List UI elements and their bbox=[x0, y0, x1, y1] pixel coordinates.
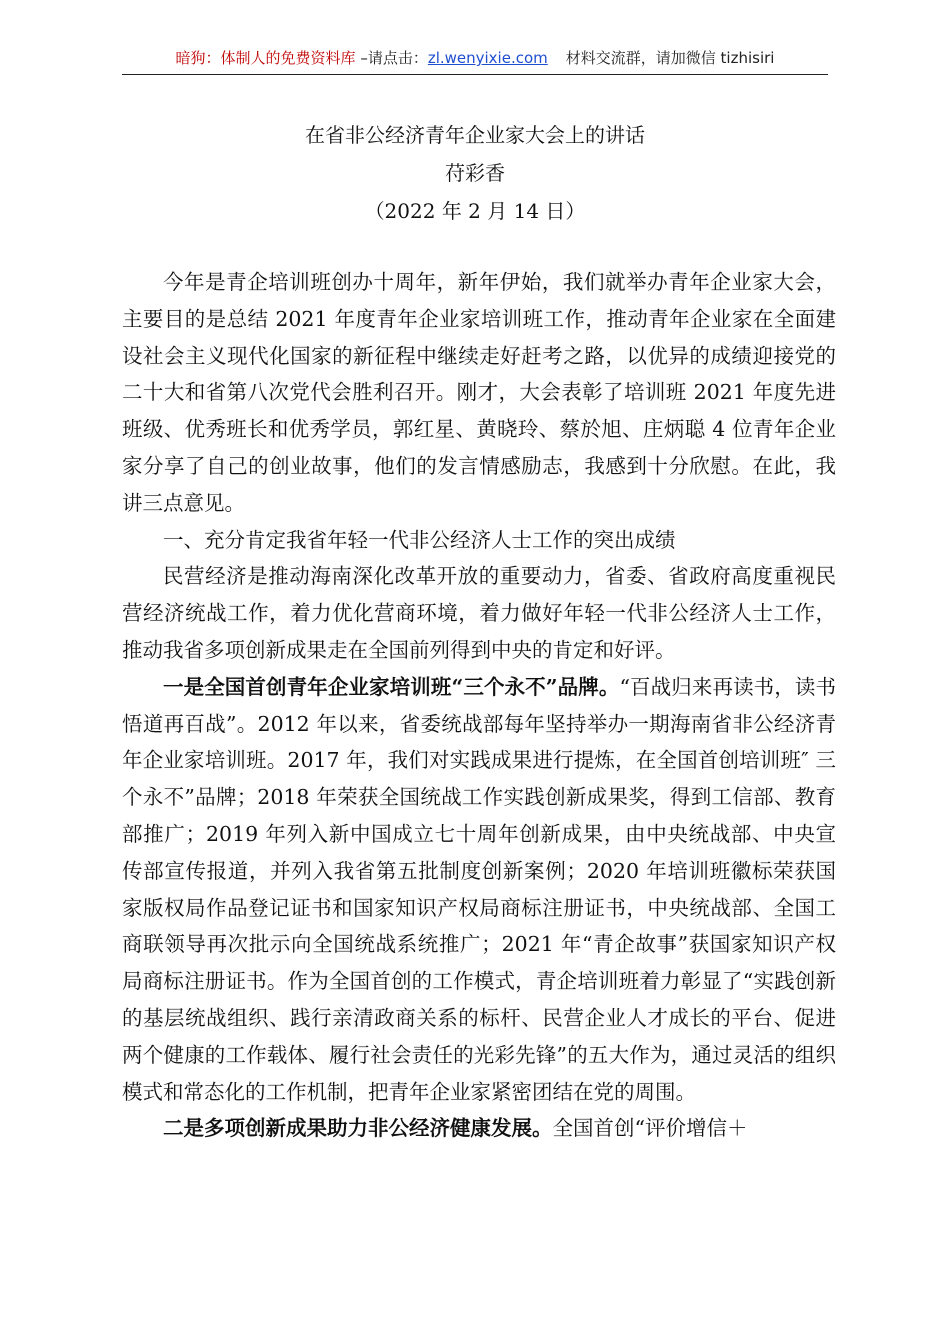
paragraph-lead: 一是全国首创青年企业家培训班“三个永不”品牌。 bbox=[163, 674, 620, 699]
document-body bbox=[122, 264, 836, 1147]
document-date: （2022 年 2 月 14 日） bbox=[364, 199, 586, 223]
paragraph-text: 一、充分肯定我省年轻一代非公经济人士工作的突出成绩 bbox=[163, 527, 676, 552]
paragraph-point-2 bbox=[122, 1110, 836, 1147]
document-title: 在省非公经济青年企业家大会上的讲话 bbox=[305, 123, 645, 147]
header-click-label: –请点击： bbox=[355, 49, 428, 67]
title-block bbox=[122, 116, 828, 230]
section-heading-1 bbox=[122, 522, 836, 559]
header-link[interactable]: zl.wenyixie.com bbox=[427, 49, 548, 67]
header-wechat-group: 材料交流群，请加微信 tizhisiri bbox=[565, 49, 775, 67]
paragraph-lead: 二是多项创新成果助力非公经济健康发展。 bbox=[163, 1116, 553, 1141]
paragraph-section-1 bbox=[122, 558, 836, 668]
header-site-name: 暗狗：体制人的免费资料库 bbox=[175, 49, 356, 67]
page-header bbox=[122, 44, 828, 75]
paragraph-text: 今年是青企培训班创办十周年，新年伊始，我们就举办青年企业家大会，主要目的是总结 2021 年度青年企业家培训班工作，推动青年企业家在全面建设社会主义现代化国家的新征程中继续走好赶考之路，以优异的成绩迎接党的二十大和省第八次党代会胜利召开。刚才，大会表彰了培训班 2021 年度先进班级、优秀班长和优秀学员，郭红星、黄晓玲、蔡於旭、庄炳聪 4 位青年企业家分享了自己的创业故事，他们的发言情感励志，我感到十分欣慰。在此，我讲三点意见。 bbox=[122, 270, 836, 515]
document-author: 苻彩香 bbox=[445, 161, 505, 185]
paragraph-text: “百战归来再读书，读书悟道再百战”。2012 年以来，省委统战部每年坚持举办一期海南省非公经济青年企业家培训班。2017 年，我们对实践成果进行提炼，在全国首创培训班″ 三个永不”品牌；2018 年荣获全国统战工作实践创新成果奖，得到工信部、教育部推广；2019 年列入新中国成立七十周年创新成果，由中央统战部、中央宣传部宣传报道，并列入我省第五批制度创新案例；2020 年培训班徽标荣获国家版权局作品登记证书和国家知识产权局商标注册证书，中央统战部、全国工商联领导再次批示向全国统战系统推广；2021 年“青企故事”获国家知识产权局商标注册证书。作为全国首创的工作模式，青企培训班着力彰显了“实践创新的基层统战组织、践行亲清政商关系的标杆、民营企业人才成长的平台、促进两个健康的工作载体、履行社会责任的光彩先锋”的五大作为，通过灵活的组织模式和常态化的工作机制，把青年企业家紧密团结在党的周围。 bbox=[122, 674, 836, 1104]
paragraph-text: 全国首创“评价增信＋ bbox=[552, 1116, 748, 1141]
paragraph-point-1 bbox=[122, 669, 836, 1111]
paragraph-text: 民营经济是推动海南深化改革开放的重要动力，省委、省政府高度重视民营经济统战工作，着力优化营商环境，着力做好年轻一代非公经济人士工作，推动我省多项创新成果走在全国前列得到中央的肯定和好评。 bbox=[122, 564, 836, 662]
paragraph-intro bbox=[122, 264, 836, 522]
